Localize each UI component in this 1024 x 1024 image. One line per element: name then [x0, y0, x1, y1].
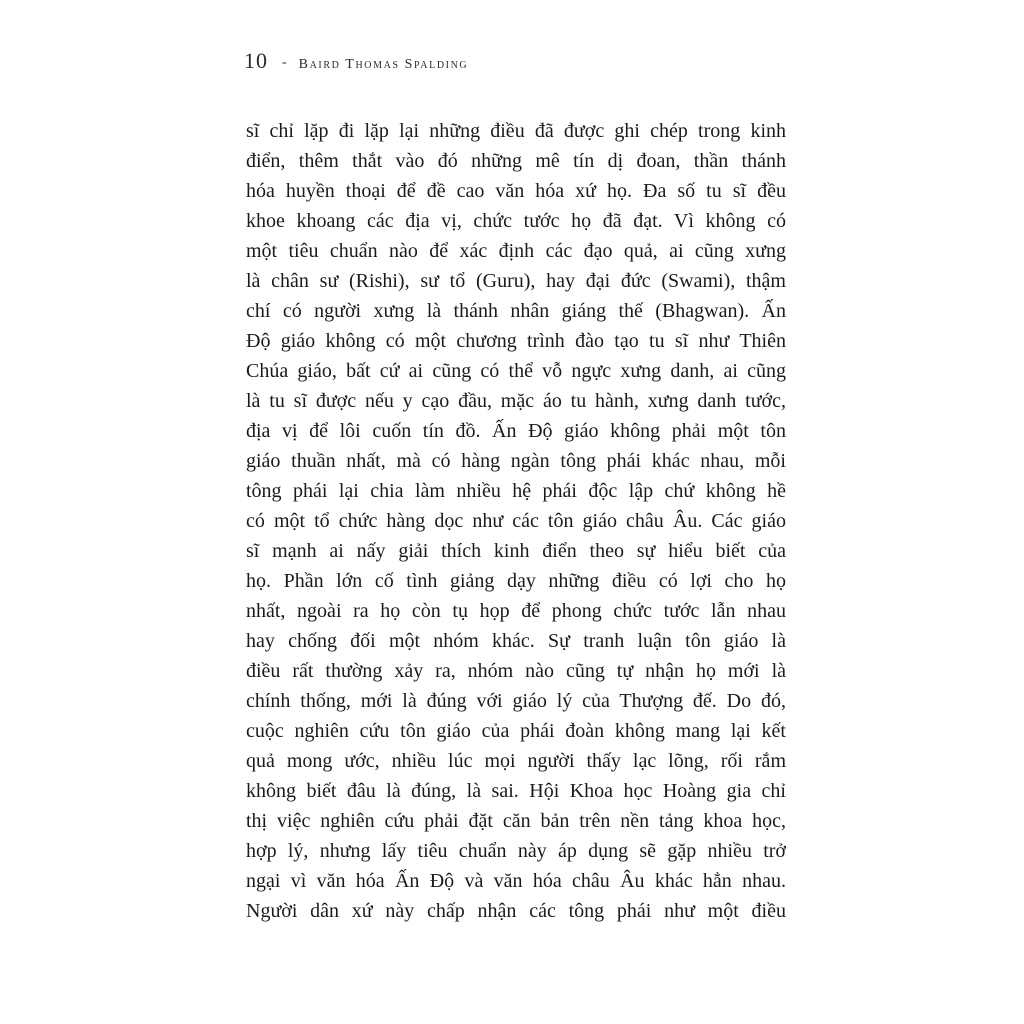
text-line: có một tổ chức hàng dọc như các tôn giáo châu Âu. Các giáo: [246, 510, 786, 532]
author-name: Baird Thomas Spalding: [298, 57, 469, 72]
header-separator: -: [282, 55, 287, 70]
body-text: [246, 116, 786, 926]
text-line: sĩ mạnh ai nấy giải thích kinh điển theo sự hiểu biết của: [246, 540, 786, 562]
text-line: là tu sĩ được nếu y cạo đầu, mặc áo tu hành, xưng danh tước,: [246, 390, 786, 412]
text-line: cuộc nghiên cứu tôn giáo của phái đoàn không mang lại kết: [246, 720, 786, 742]
text-line: họ. Phần lớn cố tình giảng dạy những điều có lợi cho họ: [246, 570, 786, 592]
text-line: địa vị để lôi cuốn tín đồ. Ấn Độ giáo không phải một tôn: [246, 420, 786, 442]
text-line: Độ giáo không có một chương trình đào tạo tu sĩ như Thiên: [246, 330, 786, 352]
text-line: chính thống, mới là đúng với giáo lý của Thượng đế. Do đó,: [246, 690, 786, 712]
text-line: hóa huyền thoại để đề cao văn hóa xứ họ. Đa số tu sĩ đều: [246, 180, 786, 202]
text-line: hay chống đối một nhóm khác. Sự tranh luận tôn giáo là: [246, 630, 786, 652]
text-line: Chúa giáo, bất cứ ai cũng có thể vỗ ngực xưng danh, ai cũng: [246, 360, 786, 382]
text-line: sĩ chỉ lặp đi lặp lại những điều đã được ghi chép trong kinh: [246, 120, 786, 142]
text-line: điển, thêm thắt vào đó những mê tín dị đoan, thần thánh: [246, 150, 786, 172]
text-line: điều rất thường xảy ra, nhóm nào cũng tự nhận họ mới là: [246, 660, 786, 682]
text-line: ngại vì văn hóa Ấn Độ và văn hóa châu Âu khác hẳn nhau.: [246, 870, 786, 892]
text-line: hợp lý, nhưng lấy tiêu chuẩn này áp dụng sẽ gặp nhiều trở: [246, 840, 786, 862]
text-line: là chân sư (Rishi), sư tổ (Guru), hay đại đức (Swami), thậm: [246, 270, 786, 292]
text-line: quả mong ước, nhiều lúc mọi người thấy lạc lõng, rối rắm: [246, 750, 786, 772]
text-line: nhất, ngoài ra họ còn tụ họp để phong chức tước lẫn nhau: [246, 600, 786, 622]
running-head: [244, 48, 468, 78]
text-line: khoe khoang các địa vị, chức tước họ đã đạt. Vì không có: [246, 210, 786, 232]
page-number: 10: [244, 48, 268, 73]
text-line: không biết đâu là đúng, là sai. Hội Khoa học Hoàng gia chỉ: [246, 780, 786, 802]
text-line: tông phái lại chia làm nhiều hệ phái độc lập chứ không hề: [246, 480, 786, 502]
text-line: chí có người xưng là thánh nhân giáng thế (Bhagwan). Ấn: [246, 300, 786, 322]
text-line: một tiêu chuẩn nào để xác định các đạo quả, ai cũng xưng: [246, 240, 786, 262]
text-line: thị việc nghiên cứu phải đặt căn bản trên nền tảng khoa học,: [246, 810, 786, 832]
text-line: giáo thuần nhất, mà có hàng ngàn tông phái khác nhau, mỗi: [246, 450, 786, 472]
text-line: Người dân xứ này chấp nhận các tông phái như một điều: [246, 900, 786, 922]
